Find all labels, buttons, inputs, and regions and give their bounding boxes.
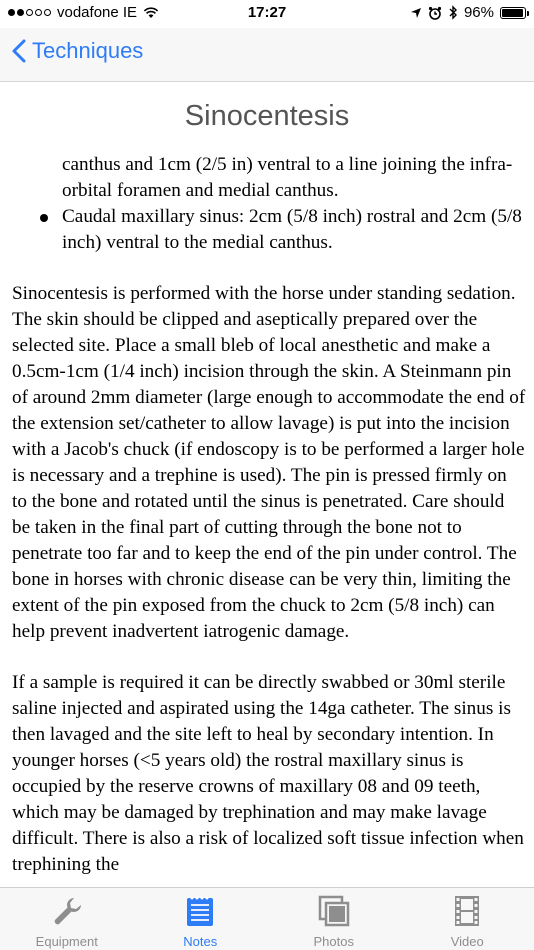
bullet-list <box>38 152 526 256</box>
battery-level-fill <box>502 9 523 17</box>
paragraph: If a sample is required it can be directly swabbed or 30ml sterile saline injected and aspirated using the 14ga catheter. The sinus is then lavaged and the site left to heal by secondary intention. In younger horses (<5 years old) the rostral maxillary sinus is occupied by the reserve crowns of maxillary 08 and 09 teeth, which may be damaged by trephination and may make lavage difficult. There is also a risk of localized soft tissue infection when trephining the <box>12 672 524 875</box>
notes-text <box>12 152 526 878</box>
location-arrow-icon <box>410 7 422 19</box>
tab-label: Notes <box>183 934 218 949</box>
list-item: canthus and 1cm (2/5 in) ventral to a line joining the infra-orbital foramen and medial canthus. <box>62 154 513 201</box>
tab-photos[interactable] <box>267 888 401 950</box>
tab-label: Equipment <box>35 934 98 949</box>
photos-icon <box>317 894 351 928</box>
page-title: Sinocentesis <box>184 100 350 132</box>
tab-label: Video <box>450 934 484 949</box>
battery-icon <box>500 7 526 19</box>
status-bar <box>0 0 534 28</box>
navigation-bar <box>0 28 534 82</box>
tab-video[interactable] <box>401 888 534 950</box>
status-right <box>410 4 526 21</box>
tab-bar <box>0 887 534 950</box>
alarm-clock-icon <box>428 6 442 20</box>
tab-label: Photos <box>313 934 354 949</box>
back-button-label: Techniques <box>32 38 144 63</box>
wrench-icon <box>50 894 84 928</box>
carrier-name: vodafone IE <box>57 4 138 21</box>
back-button[interactable] <box>12 38 143 64</box>
tab-notes[interactable] <box>134 888 268 950</box>
chevron-left-icon <box>12 39 26 63</box>
battery-percent: 96% <box>463 4 494 21</box>
list-item: Caudal maxillary sinus: 2cm (5/8 inch) rostral and 2cm (5/8 inch) ventral to the medial canthus. <box>38 204 526 256</box>
film-icon <box>450 894 484 928</box>
notes-content[interactable] <box>0 150 534 887</box>
notepad-icon <box>183 894 217 928</box>
paragraph: Sinocentesis is performed with the horse under standing sedation. The skin should be clipped and aseptically prepared over the selected site. Place a small bleb of local anesthetic and make a 0.5cm-1cm (1/4 inch) incision through the skin. A Steinmann pin of around 2mm diameter (large enough to accommodate the end of the extension set/catheter to allow lavage) is put into the incision with a Jacob's chuck (if endoscopy is to be performed a larger hole is necessary and a trephine is used). The pin is pressed firmly on to the bone and rotated until the sinus is penetrated. Care should be taken in the final part of cutting through the bone not to penetrate too far and to keep the end of the pin under control. The bone in horses with chronic disease can be very thin, limiting the extent of the pin exposed from the chuck to 2cm (5/8 inch) can help prevent inadvertent iatrogenic damage. <box>12 283 526 642</box>
bluetooth-icon <box>448 5 458 20</box>
status-time: 17:27 <box>247 4 287 21</box>
tab-equipment[interactable] <box>0 888 134 950</box>
